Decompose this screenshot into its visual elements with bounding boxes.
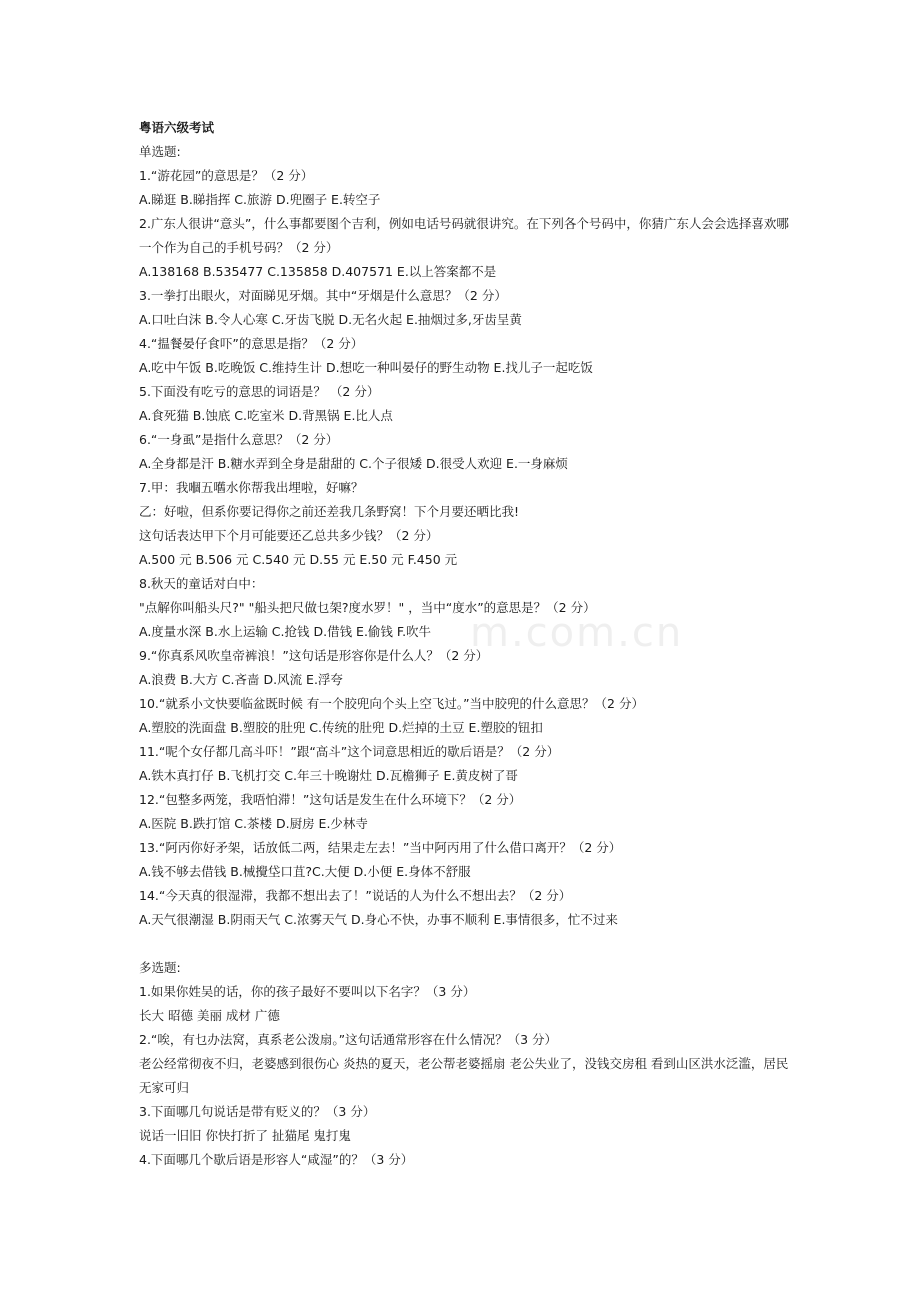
multi-options: 说话一旧旧 你快打折了 扯猫尾 鬼打鬼 — [139, 1128, 351, 1143]
single-options: A.138168 B.535477 C.135858 D.407571 E.以上答案都不是 — [139, 264, 497, 279]
single-question: 14.“今天真的很湿滞，我都不想出去了！”说话的人为什么不想出去？（2 分） — [139, 888, 572, 903]
multi-choice-list — [139, 980, 799, 1172]
single-question: 5.下面没有吃亏的意思的词语是？ （2 分） — [139, 384, 380, 399]
single-question: 4.“揾餐晏仔食吓”的意思是指？（2 分） — [139, 336, 364, 351]
single-options: A.铁木真打仔 B.飞机打交 C.年三十晚谢灶 D.瓦檐狮子 E.黄皮树了哥 — [139, 768, 518, 783]
watermark: m.com.cn — [470, 610, 684, 656]
single-options: A.口吐白沫 B.令人心寒 C.牙齿飞脱 D.无名火起 E.抽烟过多,牙齿呈黄 — [139, 312, 522, 327]
single-options: A.食死猫 B.蚀底 C.吃室米 D.背黑锅 E.比人点 — [139, 408, 393, 423]
single-options: A.睇逛 B.睇指挥 C.旅游 D.兜圈子 E.转空子 — [139, 192, 381, 207]
single-question: 3.一拳打出眼火，对面睇见牙烟。其中“牙烟是什么意思？（2 分） — [139, 288, 507, 303]
single-choice-list — [139, 164, 799, 932]
single-question: 1.“游花园”的意思是？（2 分） — [139, 168, 314, 183]
single-question: 12.“包整多两笼，我唔怕滞！”这句话是发生在什么环境下？（2 分） — [139, 792, 522, 807]
single-question: 6.“一身虱”是指什么意思？（2 分） — [139, 432, 339, 447]
single-question: 乙：好啦，但系你要记得你之前还差我几条野窝！下个月要还晒比我! — [139, 504, 520, 519]
single-options: A.全身都是汗 B.糖水弄到全身是甜甜的 C.个子很矮 D.很受人欢迎 E.一身麻烦 — [139, 456, 568, 471]
single-question: 11.“呢个女仔都几高斗吓！”跟“高斗”这个词意思相近的歇后语是？（2 分） — [139, 744, 560, 759]
single-question: 9.“你真系风吹皇帝裤浪！”这句话是形容你是什么人？（2 分） — [139, 648, 489, 663]
single-options: A.浪费 B.大方 C.吝啬 D.风流 E.浮夸 — [139, 672, 343, 687]
multi-question: 2.“唉，有乜办法窝，真系老公泼扇。”这句话通常形容在什么情况？（3 分） — [139, 1032, 558, 1047]
single-options: A.天气很潮湿 B.阴雨天气 C.浓雾天气 D.身心不快，办事不顺利 E.事情很多，忙不过来 — [139, 912, 618, 927]
single-options: A.度量水深 B.水上运输 C.抢钱 D.借钱 E.偷钱 F.吹牛 — [139, 624, 432, 639]
document-page — [139, 116, 799, 1172]
single-question: 13.“阿丙你好矛架，话放低二两，结果走左去！”当中阿丙用了什么借口离开？（2 分） — [139, 840, 622, 855]
single-question: "点解你叫船头尺?" "船头把尺做乜架?度水罗！" ，当中“度水”的意思是？（2 分） — [139, 600, 596, 615]
doc-title: 粤语六级考试 — [139, 120, 215, 135]
single-choice-heading: 单选题: — [139, 144, 181, 159]
single-options: A.吃中午饭 B.吃晚饭 C.维持生计 D.想吃一种叫晏仔的野生动物 E.找儿子一起吃饭 — [139, 360, 593, 375]
single-question: 这句话表达甲下个月可能要还乙总共多少钱？（2 分） — [139, 528, 439, 543]
single-question: 7.甲：我嗰五嚿水你帮我出埋啦，好嘛？ — [139, 480, 364, 495]
multi-question: 1.如果你姓吴的话，你的孩子最好不要叫以下名字？（3 分） — [139, 984, 476, 999]
single-question: 8.秋天的童话对白中： — [139, 576, 264, 591]
single-options: A.500 元 B.506 元 C.540 元 D.55 元 E.50 元 F.450 元 — [139, 552, 458, 567]
section-gap — [139, 932, 799, 956]
single-options: A.钱不够去借钱 B.械攪垈口苴?C.大便 D.小便 E.身体不舒服 — [139, 864, 471, 879]
multi-question: 3.下面哪几句说话是带有贬义的？（3 分） — [139, 1104, 376, 1119]
multi-choice-heading: 多选题: — [139, 960, 181, 975]
single-options: A.塑胶的洗面盘 B.塑胶的肚兜 C.传统的肚兜 D.烂掉的土豆 E.塑胶的钮扣 — [139, 720, 543, 735]
single-options: A.医院 B.跌打馆 C.茶楼 D.厨房 E.少林寺 — [139, 816, 368, 831]
multi-options: 长大 昭德 美丽 成材 广德 — [139, 1008, 280, 1023]
multi-options: 老公经常彻夜不归，老婆感到很伤心 炎热的夏天，老公帮老婆摇扇 老公失业了，没钱交房租 看到山区洪水泛滥，居民无家可归 — [139, 1056, 789, 1095]
multi-question: 4.下面哪几个歇后语是形容人“咸湿”的？（3 分） — [139, 1152, 414, 1167]
single-question: 10.“就系小文快要临盆既时候 有一个胶兜向个头上空飞过。”当中胶兜的什么意思？（2 分） — [139, 696, 644, 711]
single-question: 2.广东人很讲“意头”，什么事都要图个吉利，例如电话号码就很讲究。在下列各个号码中，你猜广东人会会选择喜欢哪一个作为自己的手机号码？（2 分） — [139, 216, 789, 255]
